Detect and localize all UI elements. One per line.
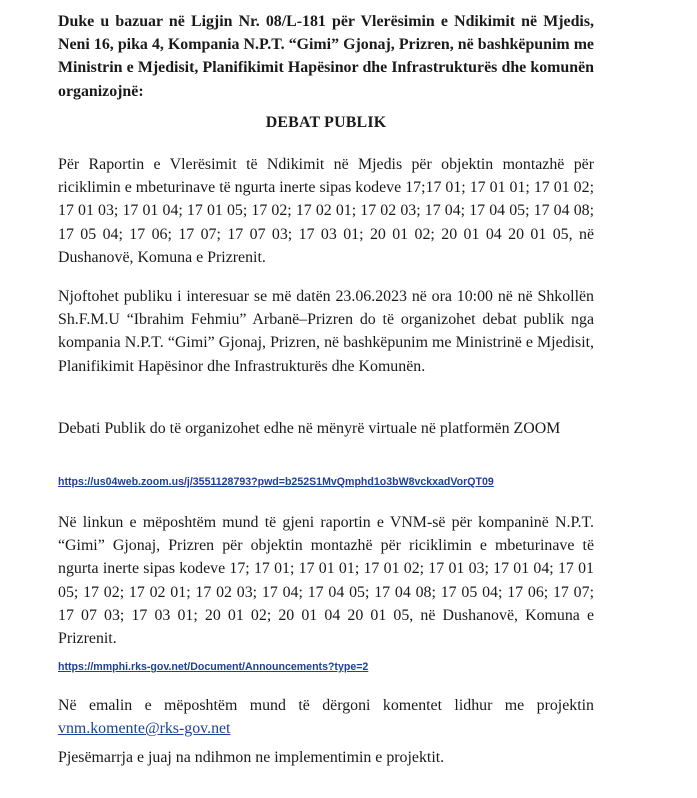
email-paragraph <box>58 694 594 740</box>
report-link[interactable]: https://mmphi.rks-gov.net/Document/Announcements?type=2 <box>58 661 369 673</box>
virtual-paragraph: Debati Publik do të organizohet edhe në mënyrë virtuale në platformën ZOOM <box>58 420 561 437</box>
email-paragraph-text: Në emalin e mëposhtëm mund të dërgoni komentet lidhur me projektin <box>58 697 594 714</box>
report-link-paragraph: Në linkun e mëposhtëm mund të gjeni raportin e VNM-së për kompaninë N.P.T. “Gimi” Gjonaj, Prizren për objektin montazhë për riciklimin e mbeturinave të ngurta inerte sipas kodeve 17; 17 01; 17 01 01; 17 01 02; 17 01 03; 17 01 04; 17 01 05; 17 02; 17 02 01; 17 02 03; 17 04; 17 04 05; 17 04 08; 17 05 04; 17 06; 17 07; 17 07 03; 17 03 01; 20 01 02; 20 01 04 20 01 05, në Dushanovë, Komuna e Prizrenit. <box>58 514 594 648</box>
closing-paragraph: Pjesëmarrja e juaj na ndihmon ne implementimin e projektit. <box>58 749 445 766</box>
document-title: DEBAT PUBLIK <box>265 114 387 131</box>
email-link[interactable]: vnm.komente@rks-gov.net <box>58 720 231 738</box>
zoom-link[interactable]: https://us04web.zoom.us/j/3551128793?pwd=b252S1MvQmphd1o3bW8vckxadVorQT09 <box>58 476 494 488</box>
report-paragraph: Për Raportin e Vlerësimit të Ndikimit në Mjedis për objektin montazhë për riciklimin e mbeturinave të ngurta inerte sipas kodeve 17;17 01; 17 01 01; 17 01 02; 17 01 03; 17 01 04; 17 01 05; 17 02; 17 02 01; 17 02 03; 17 04; 17 04 05; 17 04 08; 17 05 04; 17 06; 17 07; 17 07 03; 17 03 01; 20 01 02; 20 01 04 20 01 05, në Dushanovë, Komuna e Prizrenit. <box>58 156 594 266</box>
intro-paragraph: Duke u bazuar në Ligjin Nr. 08/L-181 për Vlerësimin e Ndikimit në Mjedis, Neni 16, pika 4, Kompania N.P.T. “Gimi” Gjonaj, Prizren, në bashkëpunim me Ministrin e Mjedisit, Planifikimit Hapësinor dhe Infrastrukturës dhe komunën organizojnë: <box>58 13 594 100</box>
notice-paragraph: Njoftohet publiku i interesuar se më datën 23.06.2023 në ora 10:00 në në Shkollën Sh.F.M.U “Ibrahim Fehmiu” Arbanë–Prizren do të organizohet debat publik nga kompania N.P.T. “Gimi” Gjonaj, Prizren, në bashkëpunim me Ministrinë e Mjedisit, Planifikimit Hapësinor dhe Infrastrukturës dhe Komunën. <box>58 288 594 375</box>
